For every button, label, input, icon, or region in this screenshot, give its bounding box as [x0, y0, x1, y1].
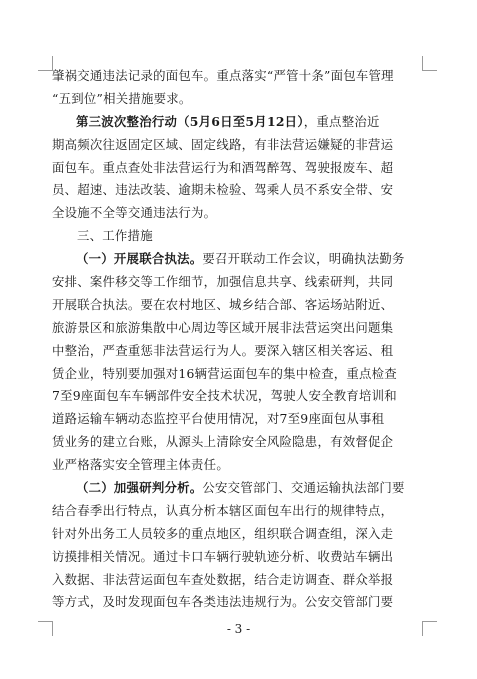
- body-line: 道路运输车辆动态监控平台使用情况，对7至9座面包从事租: [52, 411, 385, 427]
- wave-three-title: 第三波次整治行动（5月6日至5月12日）: [76, 113, 304, 129]
- body-line: 赁业务的建立台账，从源头上清除安全风险隐患，有效督促企: [52, 434, 394, 450]
- crop-mark-top-right: [422, 56, 437, 71]
- crop-mark-top-left: [38, 56, 53, 71]
- body-line: 开展联合执法。要在农村地区、城乡结合部、客运场站附近、: [52, 296, 394, 312]
- body-line: 旅游景区和旅游集散中心周边等区域开展非法营运突出问题集: [52, 319, 394, 335]
- body-line: 访摸排相关情况。通过卡口车辆行驶轨迹分析、收费站车辆出: [52, 548, 394, 564]
- analysis-title: （二）加强研判分析。: [76, 480, 203, 496]
- body-line: 期高频次往返固定区域、固定线路，有非法营运嫌疑的非营运: [52, 136, 394, 152]
- body-line: “五到位”相关措施要求。: [52, 90, 192, 106]
- body-line: 安排、案件移交等工作细节，加强信息共享、线索研判，共同: [52, 274, 394, 290]
- body-line: 针对外出务工人员较多的重点地区，组织联合调查组，深入走: [52, 525, 394, 541]
- body-line: 员、超速、违法改装、逾期未检验、驾乘人员不系安全带、安: [52, 182, 394, 198]
- section-heading-work-measures: 三、工作措施: [77, 228, 153, 244]
- joint-enforcement-title: （一）开展联合执法。: [76, 251, 203, 267]
- body-line: 入数据、非法营运面包车查处数据，结合走访调查、群众举报: [52, 571, 394, 587]
- body-line: 肇祸交通违法记录的面包车。重点落实“严管十条”面包车管理: [52, 68, 394, 83]
- body-line: 业严格落实安全管理主体责任。: [52, 457, 229, 473]
- subsection-joint-enforcement: （一）开展联合执法。要召开联动工作会议，明确执法勤务: [76, 251, 405, 267]
- subsection-analysis: （二）加强研判分析。公安交管部门、交通运输执法部门要: [76, 480, 405, 496]
- body-line: 中整治，严查重惩非法营运行为人。要深入辖区相关客运、租: [52, 342, 394, 358]
- body-line: 赁企业，特别要加强对16辆营运面包车的集中检查，重点检查: [52, 365, 397, 381]
- document-body: [52, 65, 424, 614]
- body-line: 结合春季出行特点，认真分析本辖区面包车出行的规律特点，: [52, 502, 394, 518]
- body-line: 全设施不全等交通违法行为。: [52, 205, 217, 221]
- section-wave-three: 第三波次整治行动（5月6日至5月12日），重点整治近: [76, 113, 380, 129]
- body-line: 等方式，及时发现面包车各类违法违规行为。公安交管部门要: [52, 594, 394, 610]
- body-line: 面包车。重点查处非法营运行为和酒驾醉驾、驾驶报废车、超: [52, 159, 394, 175]
- page-number: - 3 -: [226, 622, 251, 636]
- body-line: 7至9座面包车车辆部件安全技术状况，驾驶人安全教育培训和: [52, 388, 397, 404]
